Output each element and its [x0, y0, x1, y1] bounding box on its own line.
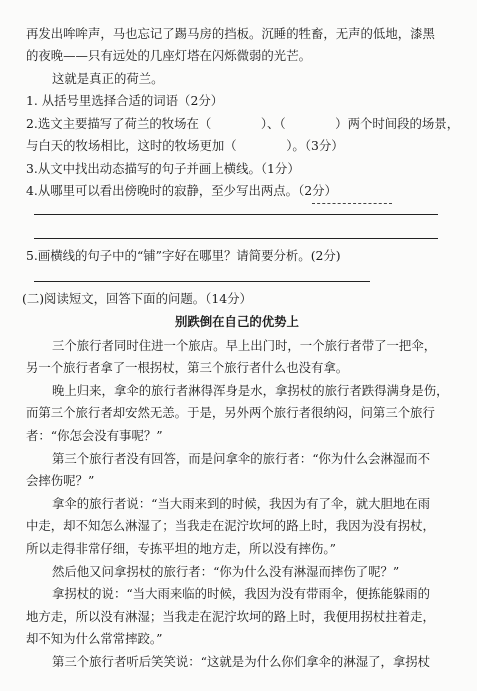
story-line: 会摔伤呢？”: [26, 473, 95, 488]
story-line: 第三个旅行者听后笑笑说：“这就是为什么你们拿伞的淋湿了，拿拐杖: [52, 654, 431, 669]
story-line: 所以走得非常仔细，专拣平坦的地方走，所以没有摔伤。”: [26, 541, 336, 556]
story-line: 拿拐杖的说：“当大雨来临的时候，我因为没有带雨伞，便拣能躲雨的: [52, 586, 431, 601]
question-3: 3.从文中找出动态描写的句子并画上横线。（1分）: [26, 161, 300, 176]
question-4: 4.从哪里可以看出傍晚时的寂静，至少写出两点。（2分）: [26, 183, 337, 198]
answer-line: [34, 238, 438, 239]
story-line: 第三个旅行者没有回答，而是问拿伞的旅行者：“你为什么会淋湿而不: [52, 451, 431, 466]
answer-line: [34, 214, 438, 215]
story-line: 而第三个旅行者却安然无恙。于是，另外两个旅行者很纳闷，问第三个旅行: [26, 405, 435, 420]
story-line: 拿伞的旅行者说：“当大雨来到的时候，我因为有了伞，就大胆地在雨: [52, 496, 431, 511]
answer-line: [312, 203, 392, 204]
story-line: 另一个旅行者拿了一根拐杖，第三个旅行者什么也没有拿。: [26, 360, 349, 375]
question-2: 2.选文主要描写了荷兰的牧场在（ ）、（ ）两个时间段的场景，: [26, 116, 460, 131]
story-line: 地方走，所以没有淋湿；当我走在泥泞坎坷的路上时，我便用拐杖拄着走，: [26, 609, 435, 624]
story-line: 晚上归来，拿伞的旅行者淋得浑身是水，拿拐杖的旅行者跌得满身是伤，: [52, 383, 449, 398]
story-line: 三个旅行者同时住进一个旅店。早上出门时，一个旅行者带了一把伞，: [52, 338, 437, 353]
story-line: 却不知为什么常常摔跤。”: [26, 631, 163, 646]
passage-line: 这就是真正的荷兰。: [52, 71, 164, 86]
passage-line: 的夜晚——只有远处的几座灯塔在闪烁微弱的光芒。: [26, 48, 311, 63]
story-line: 然后他又问拿拐杖的旅行者：“你为什么没有淋湿而摔伤了呢？”: [52, 564, 400, 579]
story-line: 中走，却不知怎么淋湿了；当我走在泥泞坎坷的路上时，我因为没有拐杖，: [26, 518, 435, 533]
question-1: 1. 从括号里选择合适的词语（2分）: [26, 93, 224, 108]
question-5: 5.画横线的句子中的“铺”字好在哪里？请简要分析。(2分): [26, 248, 341, 263]
passage-line: 再发出哞哞声，马也忘记了踢马房的挡板。沉睡的牲畜，无声的低地，漆黑: [26, 26, 435, 41]
section-heading: (二)阅读短文，回答下面的问题。（14分）: [22, 291, 252, 306]
answer-line: [34, 281, 370, 282]
story-line: 者：“你怎会没有事呢？”: [26, 428, 163, 443]
question-2: 与白天的牧场相比，这时的牧场更加（ ）。（3分）: [26, 138, 344, 153]
story-title: 别跌倒在自己的优势上: [175, 314, 299, 329]
